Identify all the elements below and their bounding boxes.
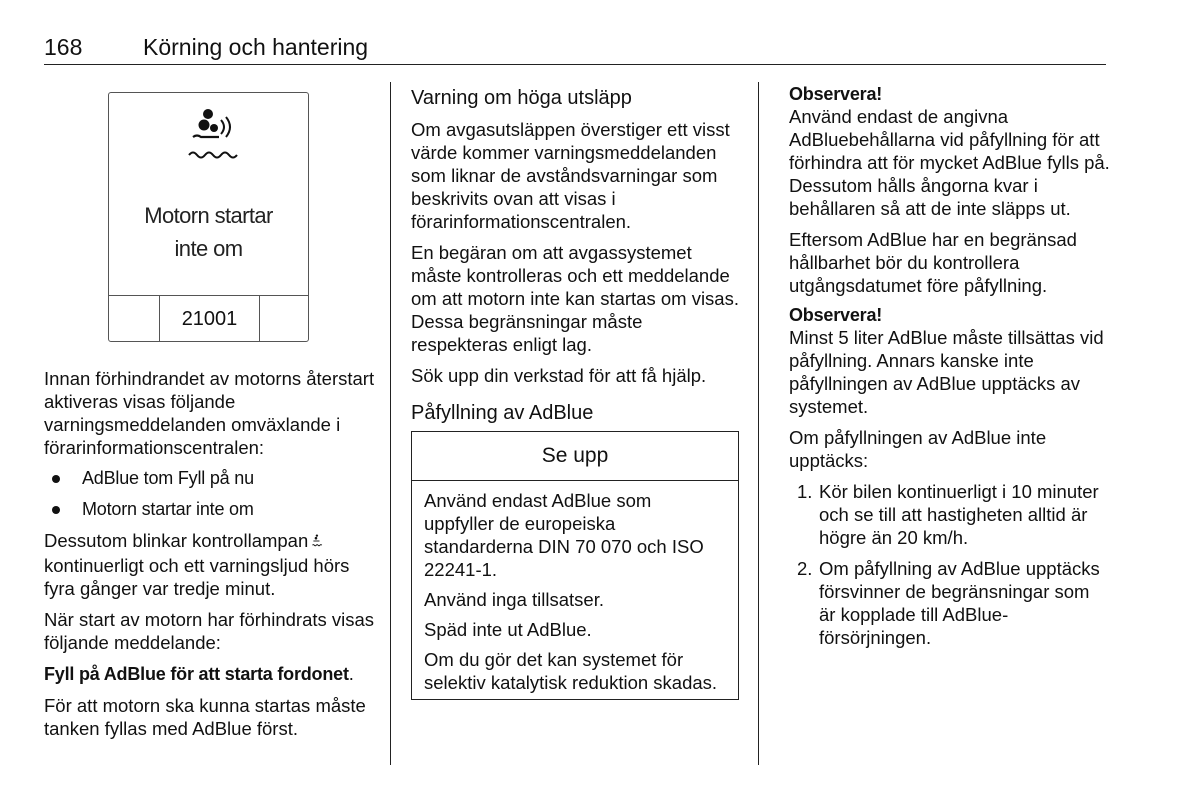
last-paragraph: För att motorn ska kunna startas måste tanken fyllas med AdBlue först.	[44, 695, 366, 739]
display-bottom-bar	[109, 295, 308, 342]
list-item: AdBlue tom Fyll på nu	[44, 467, 379, 490]
heading-high-emissions: Varning om höga utsläpp	[411, 87, 632, 109]
note-heading: Observera!	[789, 84, 883, 104]
column-divider	[758, 82, 759, 765]
blink-paragraph: Dessutom blinkar kontrollampankontinuerligt och ett varningsljud hörs fyra gånger var tredje minut.	[44, 530, 350, 599]
adblue-warning-lamp-icon	[312, 531, 326, 554]
display-message: Motorn startar inte om	[144, 203, 273, 261]
note-heading: Observera!	[789, 305, 883, 325]
column-2	[411, 86, 741, 433]
adblue-icon	[187, 107, 247, 172]
paragraph: En begäran om att avgassystemet måste kontrolleras och ett meddelande om att motorn inte kan startas om visas. Dessa begränsningar måste respekteras enligt lag.	[411, 242, 739, 355]
warning-list	[44, 467, 379, 521]
page-header	[44, 34, 1106, 65]
driver-info-display	[108, 92, 309, 342]
caution-title: Se upp	[412, 432, 738, 481]
heading-refill-adblue: Påfyllning av AdBlue	[411, 402, 594, 424]
caution-box	[411, 431, 739, 700]
intro-paragraph: Innan förhindrandet av motorns återstart aktiveras visas följande varningsmeddelanden omväxlande i förarinformationscentralen:	[44, 368, 375, 458]
fill-message: Fyll på AdBlue för att starta fordonet.	[44, 663, 354, 684]
column-1	[44, 367, 379, 748]
prevented-paragraph: När start av motorn har förhindrats visas följande meddelande:	[44, 609, 375, 653]
caution-body: Använd endast AdBlue som uppfyller de europeiska standarderna DIN 70 070 och ISO 22241-1. Använd inga tillsatser. Späd inte ut AdBlue. Om du gör det kan systemet för selektiv katalytisk reduktion skadas.	[424, 490, 718, 693]
column-divider	[390, 82, 391, 765]
note-text: Minst 5 liter AdBlue måste tillsättas vid påfyllning. Annars kanske inte påfyllningen av AdBlue upptäcks av systemet.	[789, 327, 1104, 417]
steps-list	[789, 480, 1111, 649]
paragraph: Sök upp din verkstad för att få hjälp.	[411, 365, 707, 386]
list-item: 1. Kör bilen kontinuerligt i 10 minuter och se till att hastigheten alltid är högre än 20 km/h.	[797, 481, 1099, 548]
paragraph: Eftersom AdBlue har en begränsad hållbarhet bör du kontrollera utgångsdatumet före påfyllning.	[789, 229, 1077, 296]
list-item: Motorn startar inte om	[44, 498, 379, 521]
section-title: Körning och hantering	[143, 34, 369, 60]
message-code: 21001	[159, 296, 260, 342]
column-3	[789, 84, 1111, 657]
paragraph: Om påfyllningen av AdBlue inte upptäcks:	[789, 427, 1047, 471]
paragraph: Om avgasutsläppen överstiger ett visst värde kommer varningsmeddelanden som liknar de avståndsvarningar som beskrivits ovan att visas i förarinformationscentralen.	[411, 119, 730, 232]
list-item: 2. Om påfyllning av AdBlue upptäcks försvinner de begränsningar som är kopplade till AdBlue-försörjningen.	[797, 558, 1100, 648]
note-text: Använd endast de angivna AdBluebehållarna vid påfyllning för att förhindra att för mycket AdBlue fylls på. Dessutom hålls ångorna kvar i behållaren så att de inte släpps ut.	[789, 106, 1110, 219]
page-number: 168	[44, 34, 83, 60]
